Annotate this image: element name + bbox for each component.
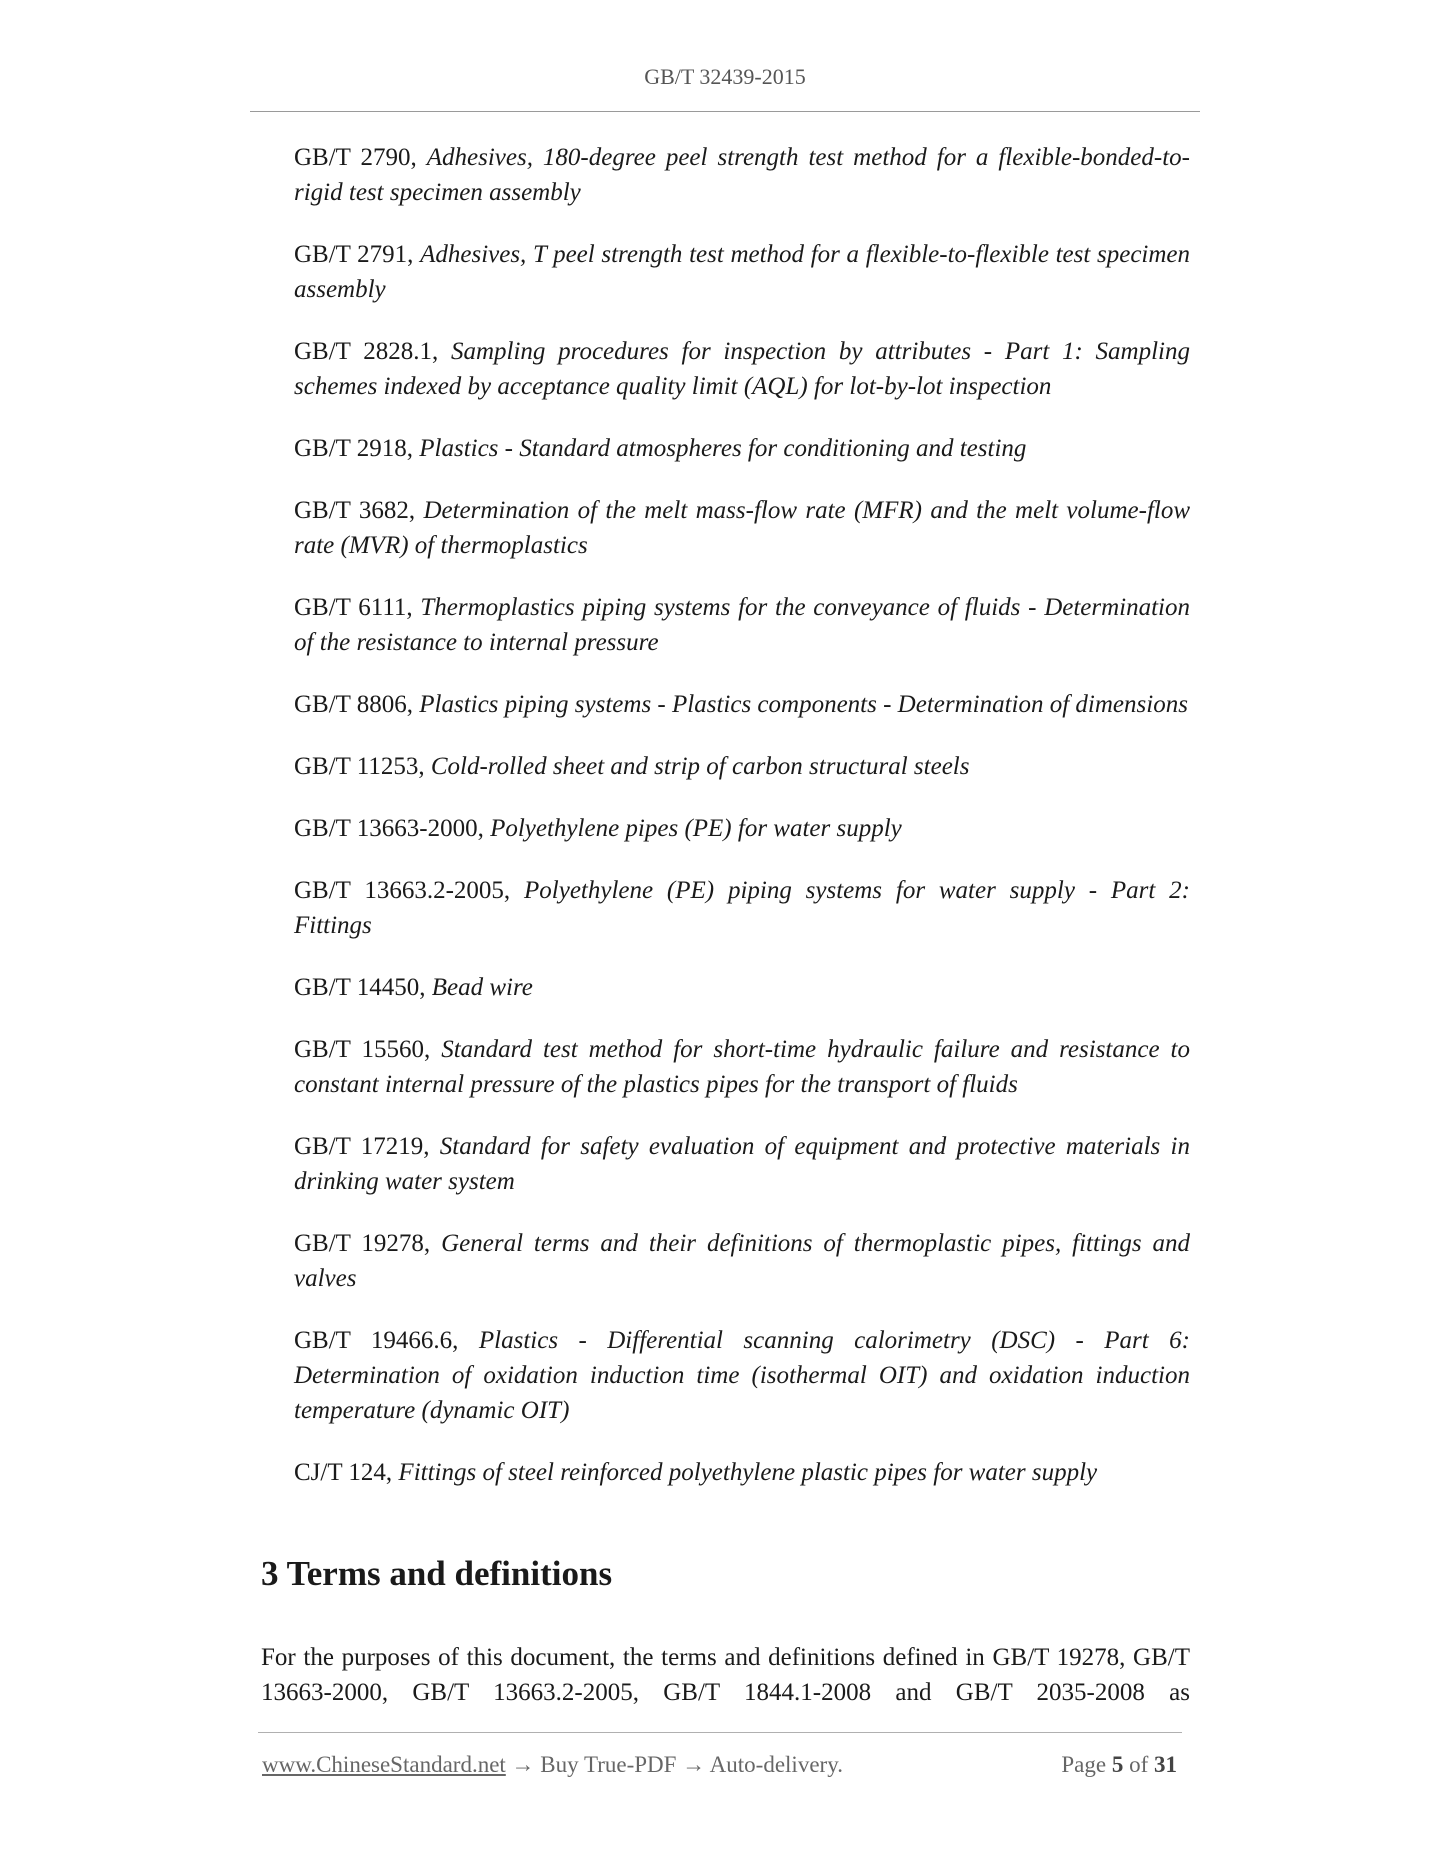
reference-code: GB/T 2791, [294, 241, 414, 268]
reference-title: Polyethylene (PE) piping systems for water supply - Part 2: Fittings [294, 877, 1191, 939]
reference-code: GB/T 6111, [294, 594, 413, 621]
current-page: 5 [1111, 1752, 1124, 1777]
reference-code: GB/T 15560, [294, 1036, 431, 1063]
reference-item [294, 970, 1190, 1005]
reference-title: Adhesives, T peel strength test method for a flexible-to-flexible test specimen assembly [294, 241, 1191, 303]
reference-title: Standard for safety evaluation of equipment and protective materials in drinking water system [294, 1133, 1191, 1195]
reference-title: Bead wire [431, 974, 533, 1001]
reference-item [294, 687, 1190, 722]
reference-item [294, 1455, 1190, 1490]
page-label: Page [1061, 1752, 1107, 1777]
reference-code: GB/T 8806, [294, 691, 413, 718]
reference-title: General terms and their definitions of thermoplastic pipes, fittings and valves [294, 1230, 1190, 1292]
reference-code: GB/T 13663-2000, [294, 815, 484, 842]
of-label: of [1129, 1752, 1149, 1777]
reference-item [294, 334, 1190, 404]
reference-code: GB/T 2790, [294, 144, 417, 171]
reference-code: GB/T 3682, [294, 497, 416, 524]
reference-title: Determination of the melt mass-flow rate (MFR) and the melt volume-flow rate (MVR) of thermoplastics [294, 497, 1191, 559]
reference-item [294, 431, 1190, 466]
reference-title: Fittings of steel reinforced polyethylene plastic pipes for water supply [398, 1459, 1098, 1486]
reference-item [294, 1032, 1190, 1102]
auto-delivery-text: Auto-delivery. [709, 1752, 843, 1777]
reference-code: CJ/T 124, [294, 1459, 393, 1486]
buy-pdf-link[interactable]: Buy True-PDF [540, 1752, 677, 1777]
reference-title: Plastics piping systems - Plastics components - Determination of dimensions [419, 691, 1188, 718]
site-link[interactable]: www.ChineseStandard.net [262, 1752, 506, 1777]
reference-code: GB/T 19278, [294, 1230, 431, 1257]
total-pages: 31 [1154, 1752, 1177, 1777]
normative-references-list [294, 140, 1190, 1517]
reference-item [294, 237, 1190, 307]
reference-title: Sampling procedures for inspection by attributes - Part 1: Sampling schemes indexed by acceptance quality limit (AQL) for lot-by-lot inspection [294, 338, 1191, 400]
reference-item [294, 1129, 1190, 1199]
header-divider [250, 111, 1200, 112]
reference-title: Plastics - Standard atmospheres for conditioning and testing [419, 435, 1027, 462]
section-heading: 3 Terms and definitions [261, 1554, 613, 1593]
reference-code: GB/T 2828.1, [294, 338, 439, 365]
reference-item [294, 1226, 1190, 1296]
reference-item [294, 1323, 1190, 1428]
reference-title: Polyethylene pipes (PE) for water supply [490, 815, 902, 842]
reference-code: GB/T 14450, [294, 974, 426, 1001]
section-paragraph: For the purposes of this document, the terms and definitions defined in GB/T 19278, GB/T 13663-2000, GB/T 13663.2-2005, GB/T 1844.1-2008 and GB/T 2035-2008 as [261, 1644, 1190, 1706]
page-number [1061, 1752, 1177, 1778]
reference-code: GB/T 19466.6, [294, 1327, 459, 1354]
footer-divider [258, 1732, 1182, 1733]
reference-item [294, 140, 1190, 210]
reference-code: GB/T 2918, [294, 435, 413, 462]
reference-item [294, 749, 1190, 784]
reference-code: GB/T 11253, [294, 753, 425, 780]
reference-code: GB/T 17219, [294, 1133, 430, 1160]
reference-title: Thermoplastics piping systems for the conveyance of fluids - Determination of the resistance to internal pressure [294, 594, 1191, 656]
reference-item [294, 493, 1190, 563]
page-header: GB/T 32439-2015 [644, 64, 806, 89]
reference-title: Cold-rolled sheet and strip of carbon structural steels [430, 753, 970, 780]
reference-item [294, 873, 1190, 943]
reference-title: Standard test method for short-time hydraulic failure and resistance to constant internal pressure of the plastics pipes for the transport of fluids [294, 1036, 1190, 1098]
reference-item [294, 811, 1190, 846]
footer-links [262, 1752, 843, 1778]
arrow-right-icon: → [682, 1752, 706, 1777]
reference-code: GB/T 13663.2-2005, [294, 877, 511, 904]
reference-title: Plastics - Differential scanning calorimetry (DSC) - Part 6: Determination of oxidation induction time (isothermal OIT) and oxidation induction temperature (dynamic OIT) [294, 1327, 1190, 1424]
arrow-right-icon: → [511, 1752, 535, 1777]
reference-title: Adhesives, 180-degree peel strength test method for a flexible-bonded-to-rigid test specimen assembly [294, 144, 1190, 206]
reference-item [294, 590, 1190, 660]
